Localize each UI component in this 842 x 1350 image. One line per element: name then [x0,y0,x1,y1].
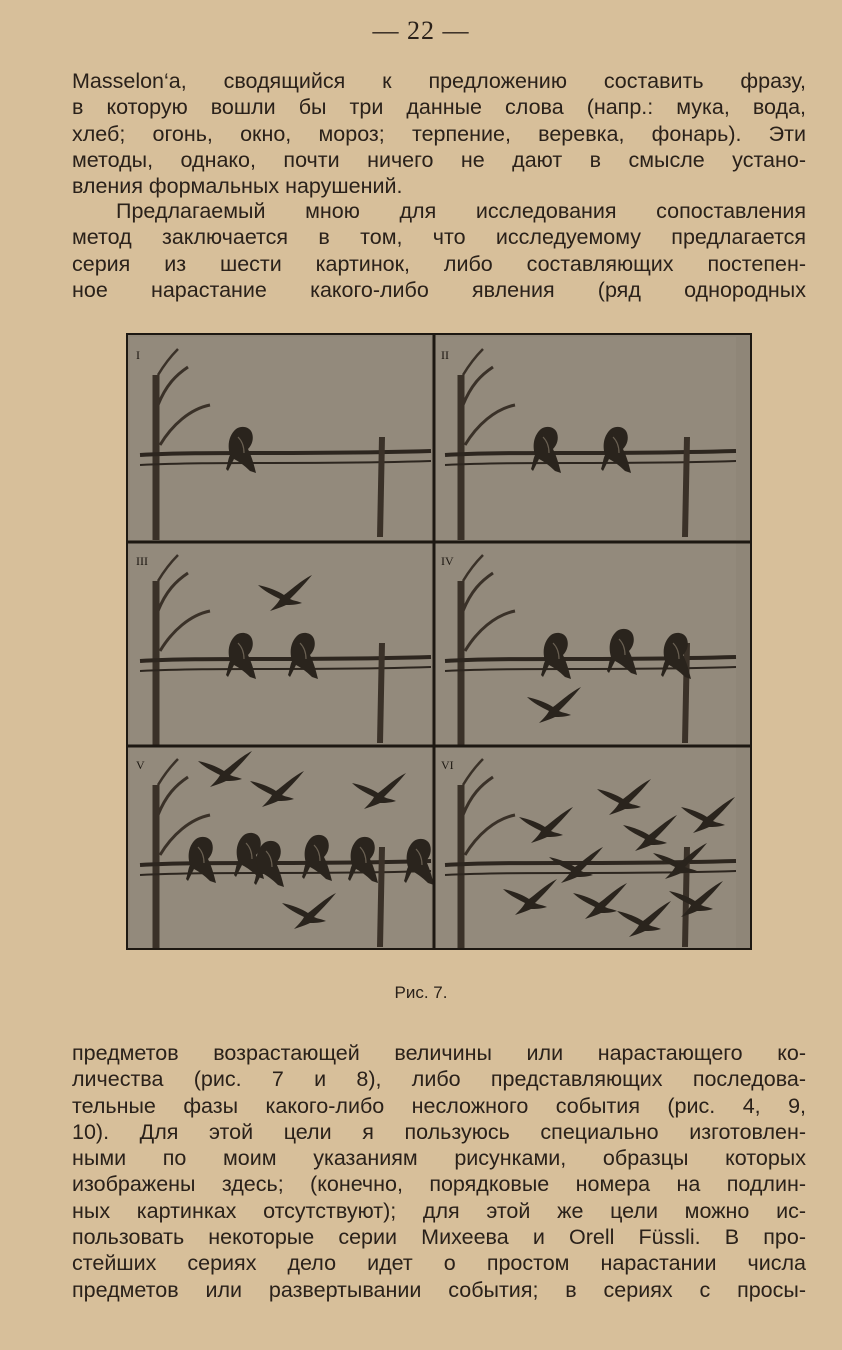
svg-text:II: II [441,348,449,362]
svg-text:III: III [136,554,148,568]
text-line: ными по моим указаниям рисунками, образцы которых [72,1146,806,1171]
text-line: серия из шести картинок, либо составляющих постепен- [72,251,806,276]
svg-text:V: V [136,758,145,772]
text-line: метод заключается в том, что исследуемому предлагается [72,225,806,250]
text-line: в которую вошли бы три данные слова (напр.: мука, вода, [72,95,806,120]
panel-III [130,543,431,746]
text-line: стейших сериях дело идет о простом нарастании числа [72,1251,806,1276]
paragraph-method [72,198,806,303]
text-line: ное нарастание какого-либо явления (ряд однородных [72,277,806,302]
text-line: личества (рис. 7 и 8), либо представляющих последова- [72,1067,806,1092]
svg-text:VI: VI [441,758,454,772]
svg-text:IV: IV [441,554,454,568]
panel-VI [435,747,736,948]
text-line: 10). Для этой цели я пользуюсь специально изготовлен- [72,1119,806,1144]
text-line: пользовать некоторые серии Михеева и Orell Füssli. В про- [72,1225,806,1250]
text-line: предметов или развертывании события; в сериях с просы- [72,1277,806,1302]
text-line: ных картинках отсутствуют); для этой же цели можно ис- [72,1198,806,1223]
panel-V [130,747,434,948]
text-line: хлеб; огонь, окно, мороз; терпение, веревка, фонарь). Эти [72,121,806,146]
paragraph-continuation [72,1040,806,1303]
text-line: Masselon‘a, сводящийся к предложению составить фразу, [72,69,806,93]
page-number: — 22 — [372,16,470,45]
figure-illustration [128,335,750,948]
text-line: вления формальных нарушений. [72,174,403,199]
text-line: изображены здесь; (конечно, порядковые номера на подлин- [72,1172,806,1197]
figure-birds-series [126,333,752,950]
paragraph-intro [72,68,806,199]
text-line: Предлагаемый мною для исследования сопоставления [116,199,806,223]
panel-II [435,337,736,540]
panel-I [130,337,431,540]
text-line: методы, однако, почти ничего не дают в смысле устано- [72,147,806,172]
text-line: предметов возрастающей величины или нарастающего ко- [72,1041,806,1065]
panel-IV [435,543,736,746]
figure-caption: Рис. 7. [394,983,448,1002]
text-line: тельные фазы какого-либо несложного события (рис. 4, 9, [72,1093,806,1118]
svg-text:I: I [136,348,140,362]
